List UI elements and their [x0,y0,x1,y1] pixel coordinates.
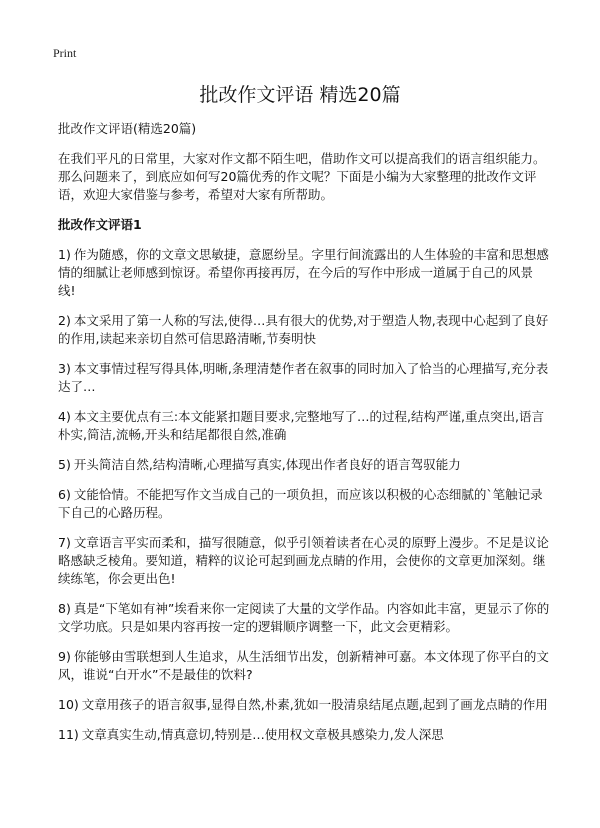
document-subtitle: 批改作文评语(精选20篇) [58,121,197,136]
page-title: 批改作文评语 精选20篇 [199,84,401,106]
comment-item-10 [58,696,550,714]
item-text: 真是“下笔如有神”埃看来你一定阅读了大量的文学作品。内容如此丰富，更显示了你的文学功底。只是如果内容再按一定的逻辑顺序调整一下，此文会更精彩。 [58,601,550,634]
item-text: 文能恰情。不能把写作文当成自己的一项负担，而应该以积极的心态细腻的`笔触记录下自己的心路历程。 [58,487,543,520]
comment-item-6 [58,486,550,522]
item-text: 开头简洁自然,结构清晰,心理描写真实,体现出作者良好的语言驾驭能力 [73,457,461,472]
item-text: 本文采用了第一人称的写法,使得…具有很大的优势,对于塑造人物,表现中心起到了良好的作用,读起来亲切自然可信思路清晰,节奏明快 [58,313,549,346]
item-number: 3) [58,361,71,376]
item-number: 9) [58,649,71,664]
item-number: 8) [58,601,71,616]
comment-item-2 [58,312,550,348]
item-number: 10) [58,697,79,712]
comment-item-7 [58,534,550,588]
comment-item-8 [58,600,550,636]
comment-item-11 [58,726,550,744]
section-heading: 批改作文评语1 [58,217,142,232]
item-text: 文章语言平实而柔和，描写很随意，似乎引领着读者在心灵的原野上漫步。不足是议论略感缺乏棱角。要知道，精粹的议论可起到画龙点睛的作用，会使你的文章更加深刻。继续练笔，你会更出色! [58,535,549,586]
print-link[interactable]: Print [53,46,77,60]
item-text: 文章用孩子的语言叙事,显得自然,朴素,犹如一股清泉结尾点题,起到了画龙点睛的作用 [81,697,548,712]
document-body [58,120,550,756]
item-text: 作为随感，你的文章文思敏捷，意愿纷呈。字里行间流露出的人生体验的丰富和思想感情的细腻让老师感到惊讶。希望你再接再厉，在今后的写作中形成一道属于自己的风景线! [58,247,549,298]
comment-item-5 [58,456,550,474]
item-text: 你能够由雪联想到人生追求，从生活细节出发，创新精神可嘉。本文体现了你平白的文风，谁说“白开水”不是最佳的饮料? [58,649,549,682]
item-text: 本文主要优点有三:本文能紧扣题目要求,完整地写了…的过程,结构严谨,重点突出,语言朴实,简洁,流畅,开头和结尾都很自然,准确 [58,409,544,442]
intro-paragraph: 在我们平凡的日常里，大家对作文都不陌生吧，借助作文可以提高我们的语言组织能力。那么问题来了，到底应如何写20篇优秀的作文呢？下面是小编为大家整理的批改作文评语，欢迎大家借鉴与参考，希望对大家有所帮助。 [58,151,546,202]
item-text: 文章真实生动,情真意切,特别是…使用权文章极具感染力,发人深思 [81,727,444,742]
item-number: 7) [58,535,71,550]
item-number: 1) [58,247,71,262]
item-number: 6) [58,487,71,502]
item-number: 2) [58,313,71,328]
item-text: 本文事情过程写得具体,明晰,条理清楚作者在叙事的同时加入了恰当的心理描写,充分表达了… [58,361,549,394]
item-number: 11) [58,727,79,742]
comment-item-4 [58,408,550,444]
item-number: 4) [58,409,71,424]
item-number: 5) [58,457,71,472]
comment-item-9 [58,648,550,684]
comment-item-3 [58,360,550,396]
comment-item-1 [58,246,550,300]
